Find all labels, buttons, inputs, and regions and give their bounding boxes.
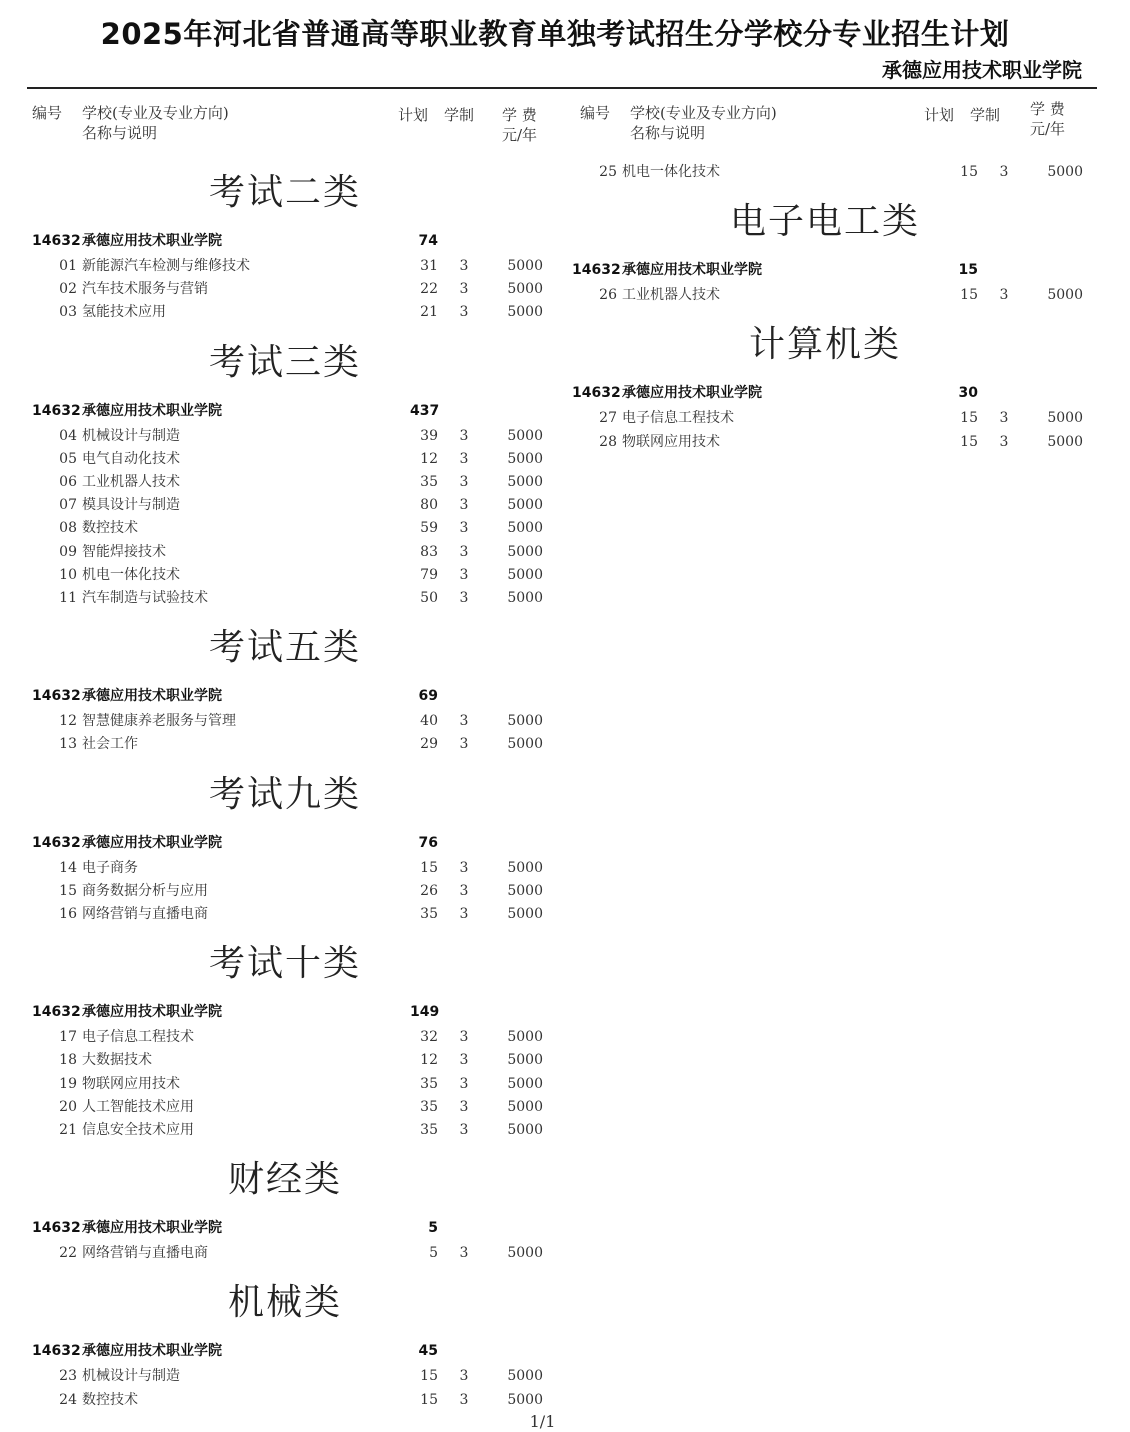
school-name: 承德应用技术职业学院 (622, 262, 762, 279)
major-years: 3 (459, 450, 469, 467)
major-number: 07 (59, 497, 77, 514)
major-number: 05 (59, 450, 77, 467)
major-name: 工业机器人技术 (82, 474, 180, 490)
major-years: 3 (459, 1052, 469, 1069)
header-code: 编号 (32, 104, 63, 122)
major-fee: 5000 (507, 1368, 543, 1385)
table-row (0, 904, 543, 924)
major-years: 3 (459, 281, 469, 298)
major-years: 3 (459, 736, 469, 753)
section-title: 机械类 (227, 1282, 342, 1324)
school-name: 承德应用技术职业学院 (82, 834, 222, 851)
major-name: 电气自动化技术 (82, 450, 180, 467)
school-row (0, 833, 540, 853)
major-years: 3 (459, 859, 469, 876)
header-name-line2: 名称与说明 (630, 124, 706, 142)
section-title: 财经类 (227, 1159, 342, 1201)
major-plan: 12 (420, 450, 438, 467)
table-row (0, 565, 543, 585)
school-code: 14632 (32, 1343, 81, 1360)
major-name: 机电一体化技术 (82, 566, 180, 583)
major-fee: 5000 (507, 427, 543, 444)
major-fee: 5000 (507, 1098, 543, 1115)
major-years: 3 (459, 1245, 469, 1262)
table-row (0, 1027, 543, 1047)
major-plan: 15 (420, 1391, 438, 1408)
major-years: 3 (459, 258, 469, 274)
major-years: 3 (459, 1029, 469, 1046)
major-years: 3 (999, 433, 1009, 450)
table-row (0, 734, 543, 754)
table-row (0, 518, 543, 538)
table-row (0, 302, 543, 322)
major-fee: 5000 (1047, 164, 1083, 180)
major-years: 3 (459, 1368, 469, 1385)
major-years: 3 (459, 566, 469, 583)
major-name: 工业机器人技术 (622, 287, 720, 304)
major-fee: 5000 (507, 736, 543, 753)
major-plan: 35 (420, 1075, 438, 1092)
school-row (0, 1341, 540, 1361)
header-code: 编号 (580, 104, 611, 122)
school-code: 14632 (572, 262, 621, 279)
major-fee: 5000 (507, 882, 543, 899)
major-years: 3 (999, 287, 1009, 304)
page-number: 1/1 (529, 1412, 556, 1431)
school-code: 14632 (572, 385, 621, 402)
major-number: 21 (59, 1122, 77, 1138)
header-name-line2: 名称与说明 (82, 124, 158, 142)
major-name: 氢能技术应用 (82, 304, 166, 321)
major-fee: 5000 (1047, 433, 1083, 450)
major-fee: 5000 (507, 304, 543, 321)
major-name: 机电一体化技术 (622, 164, 720, 180)
table-row (0, 1050, 543, 1070)
school-name: 承德应用技术职业学院 (82, 688, 222, 705)
major-years: 3 (459, 1391, 469, 1408)
major-plan: 50 (420, 590, 438, 606)
section-title: 考试九类 (208, 773, 361, 815)
school-total-plan: 437 (410, 402, 440, 419)
major-years: 3 (459, 590, 469, 606)
major-plan: 35 (420, 1122, 438, 1138)
major-number: 16 (59, 906, 77, 922)
table-row (0, 1097, 543, 1117)
school-total-plan: 15 (958, 262, 978, 279)
major-number: 28 (599, 433, 617, 450)
major-years: 3 (459, 882, 469, 899)
table-row (540, 285, 1083, 305)
major-years: 3 (459, 1098, 469, 1115)
major-number: 26 (599, 287, 617, 304)
major-plan: 15 (960, 287, 978, 304)
table-row (0, 449, 543, 469)
major-years: 3 (459, 713, 469, 730)
major-plan: 40 (420, 713, 438, 730)
section-title: 考试二类 (208, 172, 361, 213)
major-plan: 83 (420, 543, 438, 560)
major-number: 02 (59, 281, 77, 298)
table-row (540, 432, 1083, 452)
header-fee-line1: 学 费 (1030, 100, 1065, 118)
school-total-plan: 149 (410, 1004, 440, 1021)
major-years: 3 (459, 474, 469, 490)
major-fee: 5000 (507, 1245, 543, 1262)
major-plan: 15 (420, 859, 438, 876)
school-code: 14632 (32, 1220, 81, 1237)
major-plan: 22 (420, 281, 438, 298)
major-name: 数控技术 (82, 1391, 138, 1408)
table-row (0, 279, 543, 299)
major-number: 09 (59, 543, 77, 560)
school-total-plan: 5 (428, 1220, 438, 1237)
header-years: 学制 (970, 106, 1001, 124)
section-title: 考试三类 (208, 341, 361, 383)
school-row (0, 686, 540, 706)
major-name: 电子信息工程技术 (82, 1029, 194, 1046)
major-number: 14 (59, 859, 77, 876)
major-fee: 5000 (507, 906, 543, 922)
school-code: 14632 (32, 233, 81, 249)
major-name: 物联网应用技术 (82, 1075, 180, 1092)
major-years: 3 (459, 497, 469, 514)
major-fee: 5000 (507, 497, 543, 514)
major-name: 信息安全技术应用 (82, 1122, 194, 1138)
school-row (0, 1218, 540, 1238)
major-name: 汽车制造与试验技术 (82, 590, 208, 606)
table-row (0, 542, 543, 562)
major-plan: 35 (420, 474, 438, 490)
major-years: 3 (459, 906, 469, 922)
table-row (0, 858, 543, 878)
major-plan: 12 (420, 1052, 438, 1069)
table-row (0, 495, 543, 515)
school-name: 承德应用技术职业学院 (622, 385, 762, 402)
school-total-plan: 30 (958, 385, 978, 402)
major-years: 3 (459, 427, 469, 444)
table-row (0, 1120, 543, 1140)
major-name: 新能源汽车检测与维修技术 (82, 258, 250, 274)
major-name: 物联网应用技术 (622, 433, 720, 450)
major-years: 3 (459, 1075, 469, 1092)
table-row (0, 472, 543, 492)
major-plan: 26 (420, 882, 438, 899)
major-name: 电子商务 (82, 859, 138, 876)
major-plan: 15 (420, 1368, 438, 1385)
major-fee: 5000 (507, 1052, 543, 1069)
major-number: 12 (59, 713, 77, 730)
major-number: 15 (59, 882, 77, 899)
major-number: 04 (59, 427, 77, 444)
major-fee: 5000 (507, 520, 543, 537)
major-name: 模具设计与制造 (82, 497, 180, 514)
header-plan: 计划 (924, 106, 955, 124)
major-number: 17 (59, 1029, 77, 1046)
major-fee: 5000 (507, 281, 543, 298)
table-row (540, 408, 1083, 428)
major-name: 汽车技术服务与营销 (82, 281, 208, 298)
school-code: 14632 (32, 688, 81, 705)
table-row (0, 256, 543, 276)
major-years: 3 (999, 410, 1009, 427)
major-number: 22 (59, 1245, 77, 1262)
major-fee: 5000 (507, 1075, 543, 1092)
major-fee: 5000 (507, 1391, 543, 1408)
major-plan: 80 (420, 497, 438, 514)
major-number: 10 (59, 566, 77, 583)
header-years: 学制 (444, 106, 475, 124)
major-name: 网络营销与直播电商 (82, 1245, 208, 1262)
major-number: 03 (59, 304, 77, 321)
major-plan: 32 (420, 1029, 438, 1046)
major-name: 机械设计与制造 (82, 427, 180, 444)
major-number: 01 (59, 258, 77, 274)
major-name: 电子信息工程技术 (622, 410, 734, 427)
school-row (0, 1002, 540, 1022)
major-plan: 29 (420, 736, 438, 753)
major-number: 27 (599, 410, 617, 427)
school-row (540, 260, 1080, 280)
major-plan: 79 (420, 566, 438, 583)
table-row (0, 588, 543, 608)
major-plan: 35 (420, 906, 438, 922)
table-row (0, 426, 543, 446)
major-name: 大数据技术 (82, 1052, 152, 1069)
major-name: 数控技术 (82, 520, 138, 537)
major-years: 3 (459, 520, 469, 537)
major-years: 3 (459, 1122, 469, 1138)
section-title: 电子电工类 (729, 201, 920, 243)
header-name-line1: 学校(专业及专业方向) (82, 104, 229, 122)
major-number: 23 (59, 1368, 77, 1385)
major-fee: 5000 (507, 543, 543, 560)
major-years: 3 (459, 543, 469, 560)
major-plan: 15 (960, 164, 978, 180)
table-row (0, 1366, 543, 1386)
table-row (0, 711, 543, 731)
school-total-plan: 76 (418, 834, 438, 851)
major-plan: 31 (420, 258, 438, 274)
school-code: 14632 (32, 834, 81, 851)
header-divider (27, 87, 1097, 89)
school-name: 承德应用技术职业学院 (82, 1004, 222, 1021)
page-title: 2025年河北省普通高等职业教育单独考试招生分学校分专业招生计划 (100, 17, 1010, 51)
table-row (540, 162, 1083, 182)
major-plan: 39 (420, 427, 438, 444)
header-fee-line2: 元/年 (502, 126, 538, 144)
major-number: 20 (59, 1098, 77, 1115)
major-fee: 5000 (507, 1122, 543, 1138)
school-name: 承德应用技术职业学院 (82, 233, 222, 249)
school-name: 承德应用技术职业学院 (82, 1220, 222, 1237)
school-row (540, 383, 1080, 403)
header-name-line1: 学校(专业及专业方向) (630, 104, 777, 122)
major-plan: 15 (960, 410, 978, 427)
major-number: 25 (599, 164, 617, 180)
school-total-plan: 74 (418, 233, 438, 249)
major-number: 13 (59, 736, 77, 753)
major-name: 机械设计与制造 (82, 1368, 180, 1385)
major-fee: 5000 (507, 474, 543, 490)
major-fee: 5000 (507, 1029, 543, 1046)
major-plan: 15 (960, 433, 978, 450)
school-total-plan: 45 (418, 1343, 438, 1360)
major-number: 19 (59, 1075, 77, 1092)
major-number: 18 (59, 1052, 77, 1069)
major-fee: 5000 (507, 713, 543, 730)
major-number: 06 (59, 474, 77, 490)
major-name: 人工智能技术应用 (82, 1098, 194, 1115)
school-row (0, 231, 540, 251)
section-title: 考试五类 (208, 627, 361, 669)
school-name: 承德应用技术职业学院 (82, 402, 222, 419)
major-name: 智能焊接技术 (82, 543, 166, 560)
major-plan: 35 (420, 1098, 438, 1115)
major-name: 网络营销与直播电商 (82, 906, 208, 922)
major-fee: 5000 (1047, 410, 1083, 427)
major-number: 08 (59, 520, 77, 537)
table-row (0, 1074, 543, 1094)
major-fee: 5000 (507, 859, 543, 876)
major-number: 24 (59, 1391, 77, 1408)
major-years: 3 (459, 304, 469, 321)
header-plan: 计划 (398, 106, 429, 124)
major-name: 社会工作 (82, 736, 138, 753)
major-fee: 5000 (507, 450, 543, 467)
table-row (0, 1390, 543, 1410)
major-fee: 5000 (507, 590, 543, 606)
major-years: 3 (999, 164, 1009, 180)
major-name: 商务数据分析与应用 (82, 882, 208, 899)
section-title: 计算机类 (748, 324, 901, 366)
school-code: 14632 (32, 1004, 81, 1021)
table-row (0, 1243, 543, 1263)
header-fee-line1: 学 费 (502, 106, 537, 124)
school-name: 承德应用技术职业学院 (82, 1343, 222, 1360)
major-number: 11 (59, 590, 77, 606)
major-plan: 5 (429, 1245, 438, 1262)
major-fee: 5000 (507, 258, 543, 274)
school-total-plan: 69 (418, 688, 438, 705)
major-plan: 21 (420, 304, 438, 321)
major-name: 智慧健康养老服务与管理 (82, 713, 236, 730)
major-plan: 59 (420, 520, 438, 537)
header-fee-line2: 元/年 (1030, 120, 1066, 138)
school-header: 承德应用技术职业学院 (882, 58, 1082, 82)
major-fee: 5000 (507, 566, 543, 583)
table-row (0, 881, 543, 901)
school-code: 14632 (32, 402, 81, 419)
section-title: 考试十类 (208, 943, 361, 985)
school-row (0, 401, 540, 421)
major-fee: 5000 (1047, 287, 1083, 304)
